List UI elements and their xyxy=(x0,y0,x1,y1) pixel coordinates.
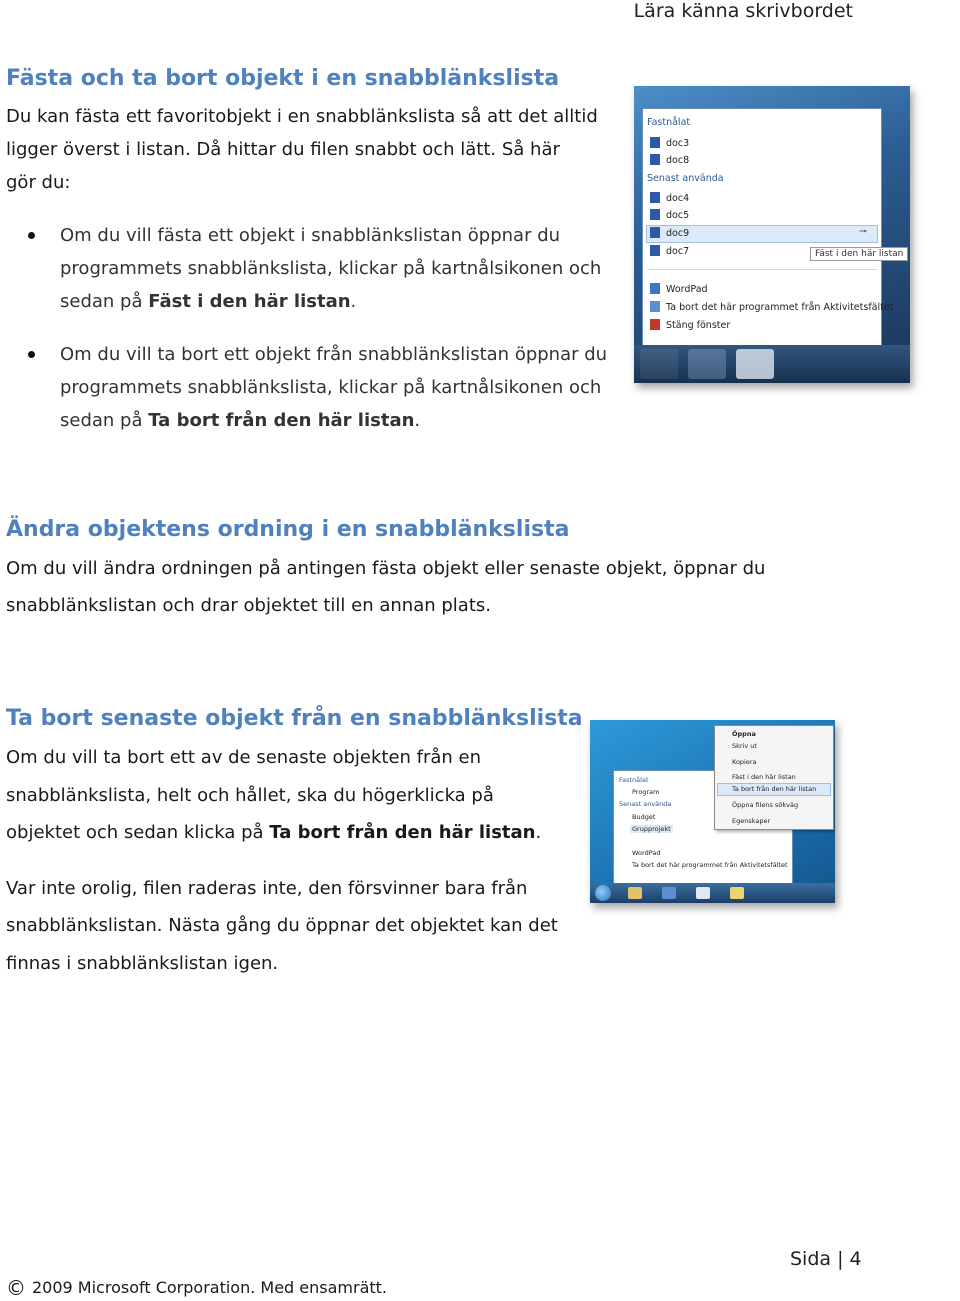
bullet-pin-line-3: sedan på Fäst i den här listan. xyxy=(60,291,357,312)
bold-term: Ta bort från den här listan xyxy=(148,410,415,431)
running-header: Lära känna skrivbordet xyxy=(633,0,853,22)
pinned-category: Fastnålat xyxy=(619,776,649,784)
wordpad-taskbar-icon[interactable] xyxy=(736,349,774,379)
close-window-task[interactable]: Stäng fönster xyxy=(650,319,730,331)
program-item[interactable]: WordPad xyxy=(632,849,661,857)
bullet-marker xyxy=(28,232,35,239)
document-icon xyxy=(650,137,660,148)
reorder-line-2: snabblänkslistan och drar objektet till en annan plats. xyxy=(6,595,491,616)
intro-line-2: ligger överst i listan. Då hittar du filen snabbt och lätt. Så här xyxy=(6,139,560,160)
remove-line-2: snabblänkslista, helt och hållet, ska du högerklicka på xyxy=(6,785,494,806)
recent-category: Senast använda xyxy=(647,173,724,184)
explorer-taskbar-icon[interactable] xyxy=(628,887,642,899)
copyright-symbol: © xyxy=(6,1276,26,1300)
copyright-footer xyxy=(6,1276,387,1300)
context-menu-screenshot xyxy=(590,720,835,903)
unpin-task[interactable]: Ta bort det här programmet från Aktivitetsfältet xyxy=(650,301,893,313)
page-number: Sida | 4 xyxy=(790,1248,862,1270)
bullet-unpin-line-1: Om du vill ta bort ett objekt från snabblänkslistan öppnar du xyxy=(60,344,608,365)
program-item[interactable]: WordPad xyxy=(650,283,708,295)
jumplist-screenshot xyxy=(634,86,910,383)
copyright-text: 2009 Microsoft Corporation. Med ensamrätt. xyxy=(32,1278,388,1297)
document-icon xyxy=(650,227,660,238)
jumplist-item[interactable]: Program xyxy=(632,788,660,796)
pin-tooltip: Fäst i den här listan xyxy=(810,247,908,261)
jumplist-item-selected[interactable]: Grupprojekt xyxy=(632,825,671,833)
pinned-category: Fastnålat xyxy=(647,117,691,128)
jumplist-menu xyxy=(642,108,894,350)
jumplist-item[interactable]: doc3 xyxy=(650,137,689,149)
document-icon xyxy=(650,209,660,220)
notes-taskbar-icon[interactable] xyxy=(730,887,744,899)
pin-icon[interactable]: ⊸ xyxy=(859,226,867,237)
reassure-line-1: Var inte orolig, filen raderas inte, den försvinner bara från xyxy=(6,878,528,899)
menu-item-copy[interactable]: Kopiera xyxy=(732,758,757,766)
section-heading-reorder: Ändra objektens ordning i en snabblänkslista xyxy=(6,517,570,542)
jumplist-item[interactable]: doc5 xyxy=(650,209,689,221)
menu-item-open[interactable]: Öppna xyxy=(732,730,756,738)
section-heading-remove-recent: Ta bort senaste objekt från en snabblänkslista xyxy=(6,706,583,731)
document-icon xyxy=(650,192,660,203)
document-icon xyxy=(650,245,660,256)
intro-line-3: gör du: xyxy=(6,172,71,193)
reassure-line-2: snabblänkslistan. Nästa gång du öppnar det objektet kan det xyxy=(6,915,558,936)
remove-line-3: objektet och sedan klicka på Ta bort från den här listan. xyxy=(6,822,542,843)
reassure-line-3: finnas i snabblänkslistan igen. xyxy=(6,953,279,974)
jumplist-item-hovered[interactable]: doc9 xyxy=(650,227,689,239)
menu-item-print[interactable]: Skriv ut xyxy=(732,742,757,750)
unpin-icon xyxy=(650,301,660,312)
unpin-task[interactable]: Ta bort det här programmet från Aktivitetsfältet xyxy=(632,861,788,869)
jumplist-item[interactable]: doc4 xyxy=(650,192,689,204)
paint-taskbar-icon[interactable] xyxy=(640,349,678,379)
bullet-marker xyxy=(28,351,35,358)
remove-line-1: Om du vill ta bort ett av de senaste objekten från en xyxy=(6,747,482,768)
bold-term: Ta bort från den här listan xyxy=(269,822,536,843)
bullet-unpin-line-3: sedan på Ta bort från den här listan. xyxy=(60,410,421,431)
jumplist-item[interactable]: doc7 xyxy=(650,245,689,257)
menu-item-remove[interactable]: Ta bort från den här listan xyxy=(732,785,817,793)
bold-term: Fäst i den här listan xyxy=(148,291,351,312)
intro-line-1: Du kan fästa ett favoritobjekt i en snabblänkslista så att det alltid xyxy=(6,106,598,127)
jumplist-item[interactable]: Budget xyxy=(632,813,656,821)
media-taskbar-icon[interactable] xyxy=(662,887,676,899)
bullet-unpin-line-2: programmets snabblänkslista, klickar på kartnålsikonen och xyxy=(60,377,602,398)
calculator-taskbar-icon[interactable] xyxy=(688,349,726,379)
close-icon xyxy=(650,319,660,330)
jumplist-item[interactable]: doc8 xyxy=(650,154,689,166)
bullet-pin-line-2: programmets snabblänkslista, klickar på kartnålsikonen och xyxy=(60,258,602,279)
recent-category: Senast använda xyxy=(619,800,672,808)
wordpad-taskbar-icon[interactable] xyxy=(696,887,710,899)
section-heading-pin: Fästa och ta bort objekt i en snabblänkslista xyxy=(6,66,560,91)
reorder-line-1: Om du vill ändra ordningen på antingen fästa objekt eller senaste objekt, öppnar du xyxy=(6,558,766,579)
menu-item-pin[interactable]: Fäst i den här listan xyxy=(732,773,796,781)
menu-item-properties[interactable]: Egenskaper xyxy=(732,817,771,825)
taskbar xyxy=(590,883,835,903)
taskbar xyxy=(634,345,910,383)
divider xyxy=(647,269,877,270)
menu-item-open-location[interactable]: Öppna filens sökväg xyxy=(732,801,799,809)
bullet-pin-line-1: Om du vill fästa ett objekt i snabblänkslistan öppnar du xyxy=(60,225,561,246)
wordpad-icon xyxy=(650,283,660,294)
start-button-icon[interactable] xyxy=(595,885,611,901)
document-icon xyxy=(650,154,660,165)
context-menu xyxy=(714,725,834,830)
